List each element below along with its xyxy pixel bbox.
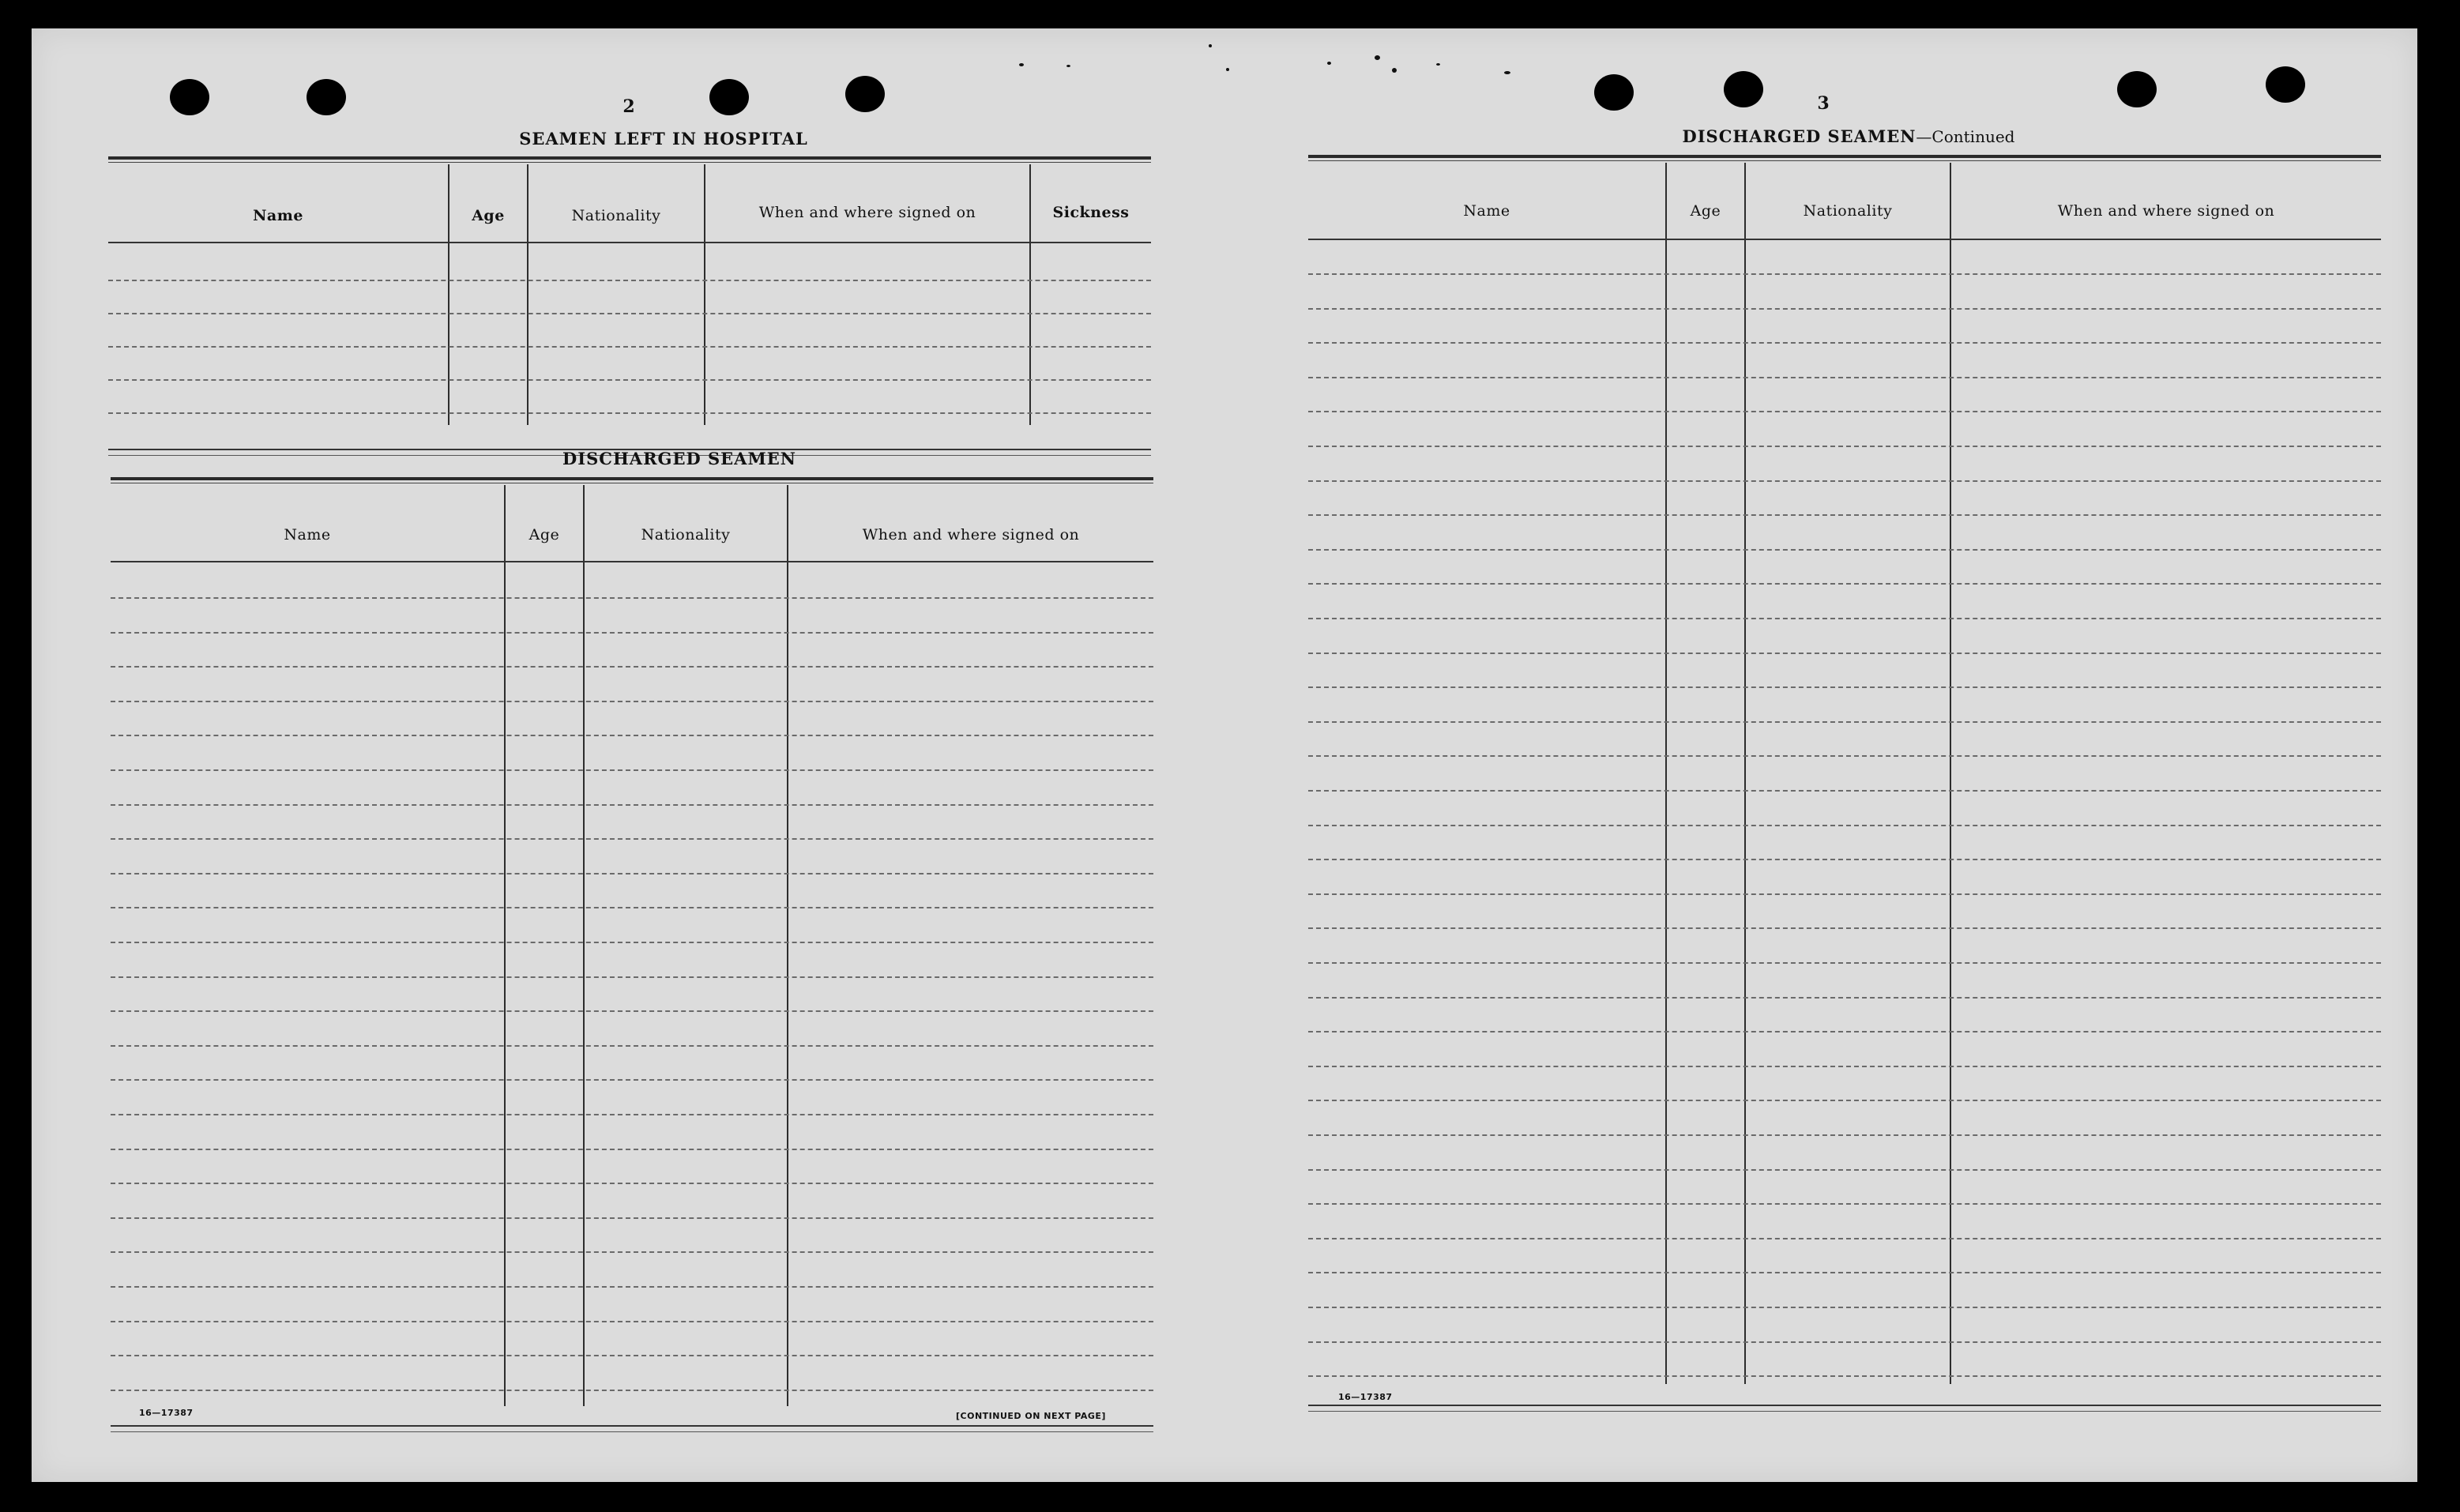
column-header-nationality: Nationality xyxy=(571,207,661,224)
speck xyxy=(1392,68,1397,73)
hospital-section-title: SEAMEN LEFT IN HOSPITAL xyxy=(519,129,808,149)
punch-hole-6 xyxy=(1724,71,1763,107)
table-row xyxy=(111,1286,1153,1288)
punch-hole-4 xyxy=(845,76,885,112)
table-row xyxy=(1308,480,2381,482)
table-row xyxy=(111,1217,1153,1219)
table-row xyxy=(1308,1272,2381,1273)
column-header-when-where: When and where signed on xyxy=(758,204,976,221)
table-row xyxy=(111,632,1153,634)
table-row xyxy=(111,666,1153,668)
table-row xyxy=(1308,1100,2381,1101)
column-divider xyxy=(448,164,449,425)
table-row xyxy=(111,1251,1153,1253)
column-header-age: Age xyxy=(472,207,505,224)
column-header-age: Age xyxy=(1690,202,1721,220)
table-row xyxy=(111,1390,1153,1391)
column-header-name: Name xyxy=(284,526,331,543)
speck xyxy=(1209,44,1212,47)
column-header-when-where: When and where signed on xyxy=(862,526,1080,543)
header-rule xyxy=(1308,239,2381,240)
table-row xyxy=(1308,1031,2381,1032)
left-page-number: 2 xyxy=(623,96,635,117)
table-row xyxy=(1308,1375,2381,1377)
header-rule xyxy=(111,561,1153,562)
speck xyxy=(1066,65,1070,67)
column-header-when-where: When and where signed on xyxy=(2057,202,2275,220)
table-row xyxy=(1308,790,2381,792)
table-row xyxy=(108,346,1151,348)
ledger-sheet xyxy=(32,28,2417,1482)
table-row xyxy=(111,1149,1153,1150)
column-divider xyxy=(787,485,788,1406)
table-row xyxy=(111,597,1153,599)
table-row xyxy=(1308,686,2381,688)
table-row xyxy=(111,1045,1153,1047)
table-row xyxy=(111,1183,1153,1184)
speck xyxy=(1504,71,1510,74)
table-row xyxy=(1308,583,2381,585)
table-row xyxy=(111,1355,1153,1356)
section-title-text: DISCHARGED SEAMEN xyxy=(1682,126,1916,146)
speck xyxy=(1327,62,1331,65)
table-row xyxy=(108,313,1151,314)
discharged-table-right xyxy=(1308,155,2381,1419)
column-divider xyxy=(1744,163,1746,1384)
table-row xyxy=(1308,859,2381,860)
table-row xyxy=(1308,273,2381,275)
column-header-sickness: Sickness xyxy=(1052,204,1130,221)
table-row xyxy=(108,379,1151,381)
table-row xyxy=(1308,514,2381,516)
column-header-name: Name xyxy=(253,207,303,224)
column-header-age: Age xyxy=(528,526,560,543)
table-bottom-rule xyxy=(1308,1405,2381,1406)
speck xyxy=(1436,63,1440,66)
table-row xyxy=(111,1321,1153,1322)
table-row xyxy=(1308,342,2381,344)
table-bottom-rule xyxy=(111,1425,1153,1427)
column-divider xyxy=(1950,163,1951,1384)
table-row xyxy=(1308,1341,2381,1343)
column-divider xyxy=(583,485,585,1406)
table-row xyxy=(1308,377,2381,378)
table-row xyxy=(111,1114,1153,1115)
punch-hole-8 xyxy=(2266,66,2305,103)
table-row xyxy=(1308,1066,2381,1067)
table-row xyxy=(1308,1238,2381,1239)
table-row xyxy=(1308,1307,2381,1308)
table-top-rule xyxy=(108,156,1151,160)
right-page-number: 3 xyxy=(1817,93,1830,114)
column-divider xyxy=(504,485,506,1406)
punch-hole-5 xyxy=(1594,74,1634,111)
table-row xyxy=(1308,411,2381,412)
table-row xyxy=(108,280,1151,281)
speck xyxy=(1019,63,1024,66)
table-bottom-rule xyxy=(111,1431,1153,1432)
table-row xyxy=(1308,653,2381,654)
table-top-rule xyxy=(108,162,1151,163)
table-row xyxy=(1308,755,2381,757)
table-top-rule xyxy=(1308,155,2381,158)
table-row xyxy=(1308,721,2381,723)
table-row xyxy=(111,769,1153,771)
hospital-table xyxy=(108,156,1151,461)
form-number-left: 16—17387 xyxy=(139,1408,194,1418)
table-row xyxy=(1308,549,2381,551)
table-row xyxy=(1308,962,2381,964)
table-row xyxy=(111,976,1153,978)
table-row xyxy=(1308,893,2381,895)
table-row xyxy=(1308,446,2381,447)
form-number-right: 16—17387 xyxy=(1338,1392,1393,1402)
table-row xyxy=(1308,1169,2381,1171)
section-title-suffix: —Continued xyxy=(1916,127,2015,146)
table-row xyxy=(1308,1134,2381,1136)
table-row xyxy=(1308,997,2381,999)
column-divider xyxy=(527,164,528,425)
punch-hole-1 xyxy=(170,79,209,115)
column-header-name: Name xyxy=(1463,202,1510,220)
table-bottom-rule xyxy=(1308,1411,2381,1412)
table-row xyxy=(111,1010,1153,1012)
column-header-nationality: Nationality xyxy=(1803,202,1893,220)
table-row xyxy=(111,907,1153,908)
table-row xyxy=(1308,618,2381,619)
table-top-rule xyxy=(111,477,1153,480)
table-row xyxy=(111,701,1153,702)
discharged-continued-title xyxy=(1572,126,2125,146)
table-top-rule xyxy=(1308,160,2381,161)
table-row xyxy=(1308,825,2381,826)
table-row xyxy=(111,735,1153,736)
table-row xyxy=(111,1079,1153,1081)
punch-hole-3 xyxy=(709,79,749,115)
punch-hole-7 xyxy=(2117,71,2157,107)
column-header-nationality: Nationality xyxy=(641,526,731,543)
speck xyxy=(1375,55,1380,60)
punch-hole-2 xyxy=(307,79,346,115)
header-rule xyxy=(108,242,1151,243)
table-row xyxy=(1308,927,2381,929)
column-divider xyxy=(1665,163,1667,1384)
table-row xyxy=(1308,308,2381,310)
table-row xyxy=(111,838,1153,840)
discharged-table-left xyxy=(111,477,1153,1438)
table-row xyxy=(111,942,1153,943)
continued-note: [CONTINUED ON NEXT PAGE] xyxy=(956,1411,1106,1421)
table-row xyxy=(111,873,1153,874)
discharged-section-title: DISCHARGED SEAMEN xyxy=(562,449,796,468)
table-row xyxy=(108,412,1151,414)
speck xyxy=(1226,68,1229,71)
table-row xyxy=(111,804,1153,806)
table-row xyxy=(1308,1203,2381,1205)
